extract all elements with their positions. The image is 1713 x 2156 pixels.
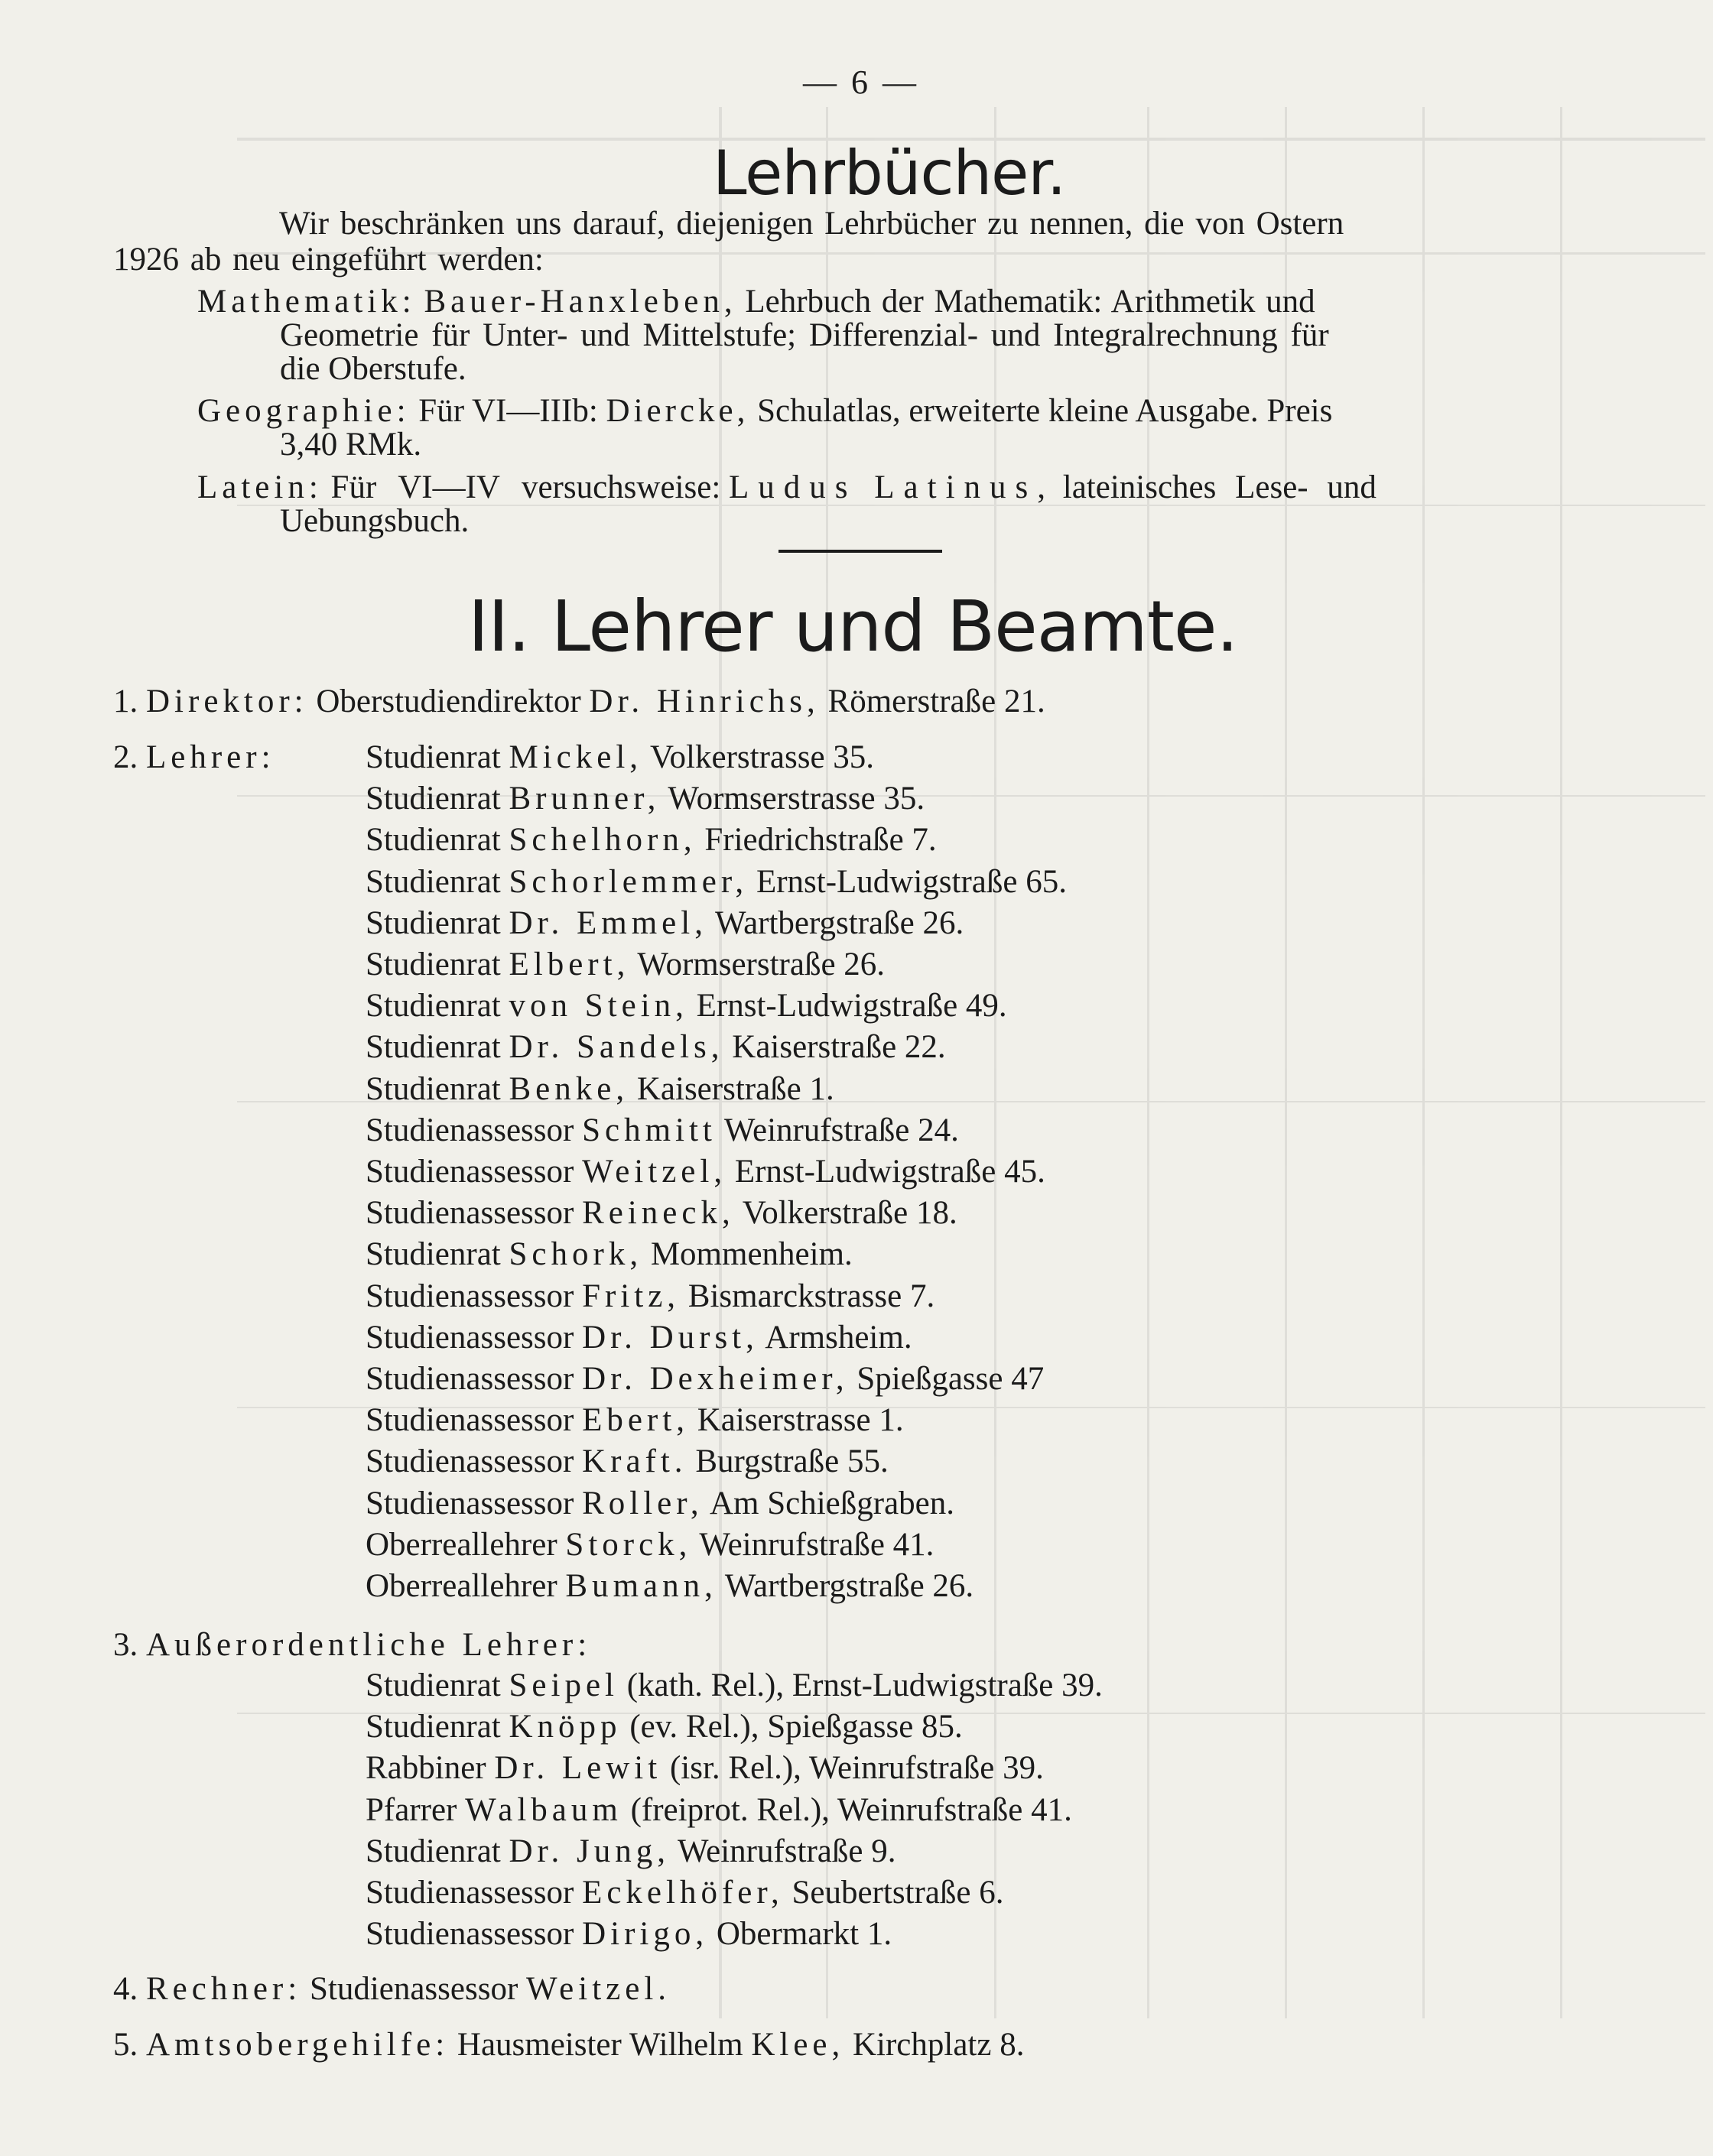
staff-rank: Studienrat	[366, 822, 501, 859]
staff-entry	[366, 1401, 904, 1439]
staff-entry	[366, 1112, 959, 1149]
staff-rank: Studienassessor	[366, 1443, 574, 1480]
staff-rank: Hausmeister	[457, 2027, 622, 2063]
list-number: 5.	[113, 2027, 138, 2063]
staff-entry	[366, 863, 1067, 901]
staff-entry	[366, 1194, 957, 1232]
staff-rank: Rabbiner	[366, 1750, 486, 1787]
textbook-description: lateinisches Lese- und	[1062, 469, 1377, 505]
staff-address: Kaiserstraße 1.	[636, 1070, 834, 1107]
staff-entry	[366, 1874, 1004, 1911]
staff-name: Seipel	[509, 1667, 619, 1703]
staff-name: Eckelhöfer,	[582, 1875, 784, 1911]
textbook-item-line	[197, 470, 1377, 505]
staff-entry	[366, 904, 964, 942]
textbook-continuation: 3,40 RMk.	[280, 427, 422, 463]
list-number: 2.	[113, 739, 138, 775]
staff-entry	[366, 739, 874, 776]
staff-address: (freiprot. Rel.), Weinrufstraße 41.	[630, 1791, 1072, 1828]
textbook-subject: Geographie:	[197, 393, 411, 429]
staff-rank: Studienrat	[366, 988, 501, 1024]
staff-name: Klee,	[751, 2027, 845, 2063]
textbooks-intro-line1: Wir beschränken uns darauf, diejenigen Lehrbücher zu nennen, die von Ostern	[279, 206, 1344, 242]
staff-label: Rechner:	[146, 1971, 302, 2007]
staff-name: Schmitt	[582, 1112, 717, 1148]
section-title-staff: II. Lehrer und Beamte.	[468, 586, 1238, 667]
staff-entry	[366, 1028, 946, 1066]
staff-address: Volkerstrasse 35.	[650, 739, 875, 775]
staff-assistant-line	[113, 2026, 1024, 2063]
staff-entry	[366, 1833, 896, 1870]
staff-address: Ernst-Ludwigstraße 49.	[696, 988, 1007, 1024]
staff-entry	[366, 1667, 1103, 1704]
staff-address: Kirchplatz 8.	[852, 2027, 1025, 2063]
textbook-subject: Latein:	[197, 469, 323, 505]
staff-entry	[366, 1915, 892, 1953]
textbook-description: Schulatlas, erweiterte kleine Ausgabe. Preis	[757, 393, 1333, 429]
staff-entry	[366, 1319, 912, 1356]
staff-name: Dr. Durst,	[582, 1319, 759, 1356]
staff-rank: Oberreallehrer	[366, 1568, 557, 1604]
staff-name: Weitzel,	[582, 1154, 727, 1190]
staff-rank: Studienrat	[366, 1070, 501, 1107]
staff-address: Weinrufstraße 41.	[699, 1526, 935, 1563]
staff-rank: Studienassessor	[366, 1112, 574, 1148]
staff-entry	[366, 987, 1007, 1024]
staff-address: Weinrufstraße 24.	[723, 1112, 959, 1148]
staff-address: Bismarckstrasse 7.	[687, 1278, 935, 1314]
staff-rank: Studienrat	[366, 739, 501, 775]
staff-rank: Studienrat	[366, 1029, 501, 1066]
list-number: 3.	[113, 1627, 138, 1663]
staff-address: Volkerstraße 18.	[742, 1195, 957, 1232]
staff-rank: Studienassessor	[366, 1402, 574, 1439]
staff-rank: Studienrat	[366, 1833, 501, 1869]
staff-first-name: Wilhelm	[629, 2027, 743, 2063]
staff-name: Schork,	[509, 1236, 643, 1273]
staff-name: Dirigo,	[582, 1916, 709, 1953]
staff-rank: Pfarrer	[366, 1791, 457, 1828]
textbook-author: Ludus Latinus,	[729, 469, 1055, 505]
staff-name: Roller,	[582, 1485, 704, 1521]
staff-name: Weitzel.	[526, 1971, 671, 2007]
staff-rank: Oberreallehrer	[366, 1526, 557, 1563]
textbook-item-line	[197, 394, 1332, 429]
staff-label: Direktor:	[146, 683, 308, 719]
staff-name: von Stein,	[509, 988, 688, 1024]
staff-address: Ernst-Ludwigstraße 65.	[756, 863, 1067, 900]
staff-entry	[366, 1278, 935, 1315]
staff-address: Kaiserstrasse 1.	[697, 1402, 904, 1439]
staff-address: Wartbergstraße 26.	[714, 904, 964, 941]
staff-name: Elbert,	[509, 946, 630, 982]
staff-name: Brunner,	[509, 781, 661, 817]
staff-label: Lehrer:	[146, 739, 275, 775]
textbook-item-line	[197, 284, 1315, 320]
staff-address: Ernst-Ludwigstraße 45.	[734, 1154, 1045, 1190]
staff-rank: Studienrat	[366, 1709, 501, 1745]
staff-address: Burgstraße 55.	[695, 1443, 889, 1480]
staff-address: Obermarkt 1.	[716, 1916, 892, 1953]
staff-rank: Studienrat	[366, 781, 501, 817]
staff-address: Wartbergstraße 26.	[724, 1568, 974, 1604]
staff-rank: Oberstudiendirektor	[316, 683, 581, 719]
staff-address: Wormserstraße 26.	[637, 946, 886, 982]
staff-name: Knöpp	[509, 1709, 622, 1745]
staff-name: Dr. Dexheimer,	[582, 1361, 849, 1397]
staff-name: Storck,	[565, 1526, 692, 1563]
staff-rank: Studienrat	[366, 863, 501, 900]
page-number: — 6 —	[803, 63, 919, 101]
staff-entry	[366, 780, 925, 817]
section-divider	[778, 550, 942, 553]
staff-name: Reineck,	[582, 1195, 735, 1232]
staff-rank: Studienassessor	[366, 1154, 574, 1190]
textbook-description: Lehrbuch der Mathematik: Arithmetik und	[745, 284, 1315, 320]
staff-entry	[366, 1567, 974, 1605]
textbook-continuation: Uebungsbuch.	[280, 503, 470, 539]
list-number: 4.	[113, 1971, 138, 2007]
staff-rank: Studienassessor	[366, 1278, 574, 1314]
staff-name: Schelhorn,	[509, 822, 697, 859]
staff-name: Walbaum	[465, 1791, 622, 1828]
staff-address: Römerstraße 21.	[827, 683, 1045, 719]
staff-address: Friedrichstraße 7.	[704, 822, 937, 859]
staff-entry	[366, 1443, 889, 1480]
staff-rank: Studienrat	[366, 904, 501, 941]
staff-entry	[366, 1749, 1044, 1787]
staff-rank: Studienassessor	[366, 1195, 574, 1232]
staff-name: Schorlemmer,	[509, 863, 749, 900]
staff-entry	[366, 821, 937, 859]
staff-name: Kraft.	[582, 1443, 687, 1480]
textbook-continuation: Geometrie für Unter- und Mittelstufe; Differenzial- und Integralrechnung für	[280, 317, 1329, 353]
teachers-heading	[113, 739, 275, 776]
staff-address: Seubertstraße 6.	[791, 1875, 1004, 1911]
staff-rank: Studienassessor	[366, 1319, 574, 1356]
staff-address: Armsheim.	[765, 1319, 912, 1356]
staff-rank: Studienassessor	[366, 1875, 574, 1911]
staff-address: Am Schießgraben.	[709, 1485, 955, 1521]
staff-entry	[366, 1708, 963, 1745]
staff-entry	[366, 946, 885, 983]
staff-address: Spießgasse 47	[856, 1361, 1045, 1397]
staff-address: (ev. Rel.), Spießgasse 85.	[629, 1709, 963, 1745]
staff-address: (kath. Rel.), Ernst-Ludwigstraße 39.	[626, 1667, 1103, 1703]
textbook-author: Bauer-Hanxleben,	[424, 284, 737, 320]
staff-rank: Studienrat	[366, 946, 501, 982]
staff-address: Weinrufstraße 9.	[677, 1833, 896, 1869]
staff-address: Wormserstrasse 35.	[668, 781, 925, 817]
staff-name: Dr. Hinrichs,	[589, 683, 820, 719]
staff-entry	[366, 1360, 1044, 1398]
staff-name: Mickel,	[509, 739, 643, 775]
textbooks-intro-line2: 1926 ab neu eingeführt werden:	[113, 242, 544, 278]
staff-name: Benke,	[509, 1070, 629, 1107]
textbook-author: Diercke,	[606, 393, 749, 429]
staff-director-line	[113, 683, 1045, 720]
staff-rank: Studienrat	[366, 1236, 501, 1273]
staff-rank: Studienassessor	[309, 1971, 518, 2007]
textbook-classes: Für VI—IV versuchsweise:	[330, 469, 721, 505]
staff-name: Dr. Jung,	[509, 1833, 670, 1869]
staff-name: Dr. Lewit	[494, 1750, 662, 1787]
staff-rank: Studienassessor	[366, 1916, 574, 1953]
staff-name: Ebert,	[582, 1402, 689, 1439]
staff-label: Außerordentliche Lehrer:	[146, 1627, 592, 1663]
staff-entry	[366, 1526, 934, 1563]
staff-entry	[366, 1235, 853, 1273]
staff-address: Kaiserstraße 22.	[732, 1029, 946, 1066]
textbook-classes: Für VI—IIIb:	[418, 393, 598, 429]
section-title-textbooks: Lehrbücher.	[713, 138, 1066, 209]
staff-accountant-line	[113, 1970, 671, 2008]
staff-rank: Studienassessor	[366, 1485, 574, 1521]
list-number: 1.	[113, 683, 138, 719]
staff-address: (isr. Rel.), Weinrufstraße 39.	[669, 1750, 1044, 1787]
staff-name: Bumann,	[565, 1568, 717, 1604]
staff-rank: Studienrat	[366, 1667, 501, 1703]
staff-name: Dr. Emmel,	[509, 904, 707, 941]
textbook-continuation: die Oberstufe.	[280, 351, 466, 387]
staff-entry	[366, 1070, 834, 1108]
extra-teachers-heading	[113, 1626, 591, 1664]
staff-rank: Studienassessor	[366, 1361, 574, 1397]
staff-label: Amtsobergehilfe:	[146, 2027, 450, 2063]
staff-entry	[366, 1791, 1072, 1829]
staff-name: Fritz,	[582, 1278, 681, 1314]
staff-name: Dr. Sandels,	[509, 1029, 724, 1066]
staff-entry	[366, 1153, 1045, 1190]
staff-entry	[366, 1485, 954, 1522]
textbook-subject: Mathematik:	[197, 284, 416, 320]
staff-address: Mommenheim.	[650, 1236, 853, 1273]
